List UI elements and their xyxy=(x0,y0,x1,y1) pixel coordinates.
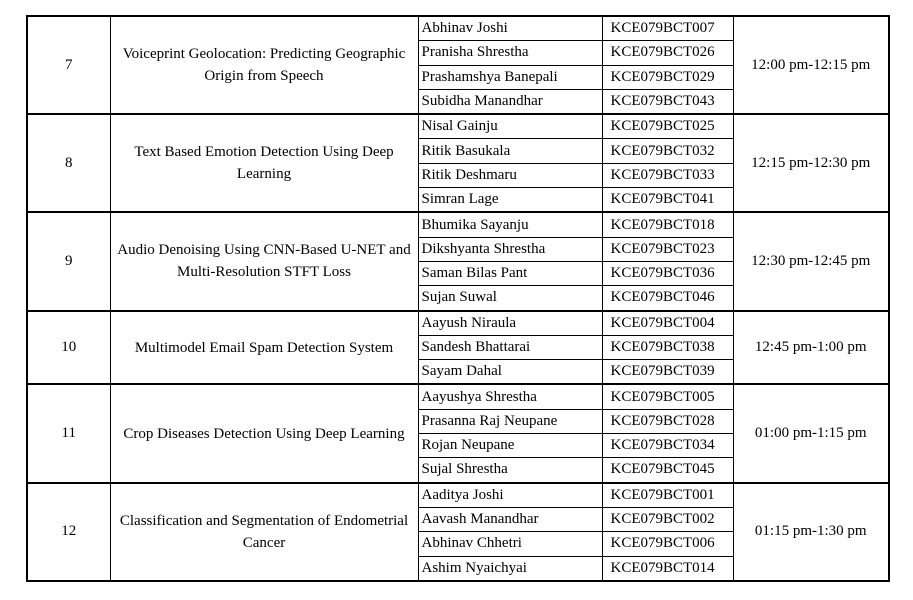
member-roll-number: KCE079BCT033 xyxy=(602,163,733,187)
member-name: Aayushya Shrestha xyxy=(418,384,602,409)
member-roll-number: KCE079BCT043 xyxy=(602,89,733,114)
member-name: Prasanna Raj Neupane xyxy=(418,409,602,433)
time-slot: 12:30 pm-12:45 pm xyxy=(733,212,889,310)
member-name: Rojan Neupane xyxy=(418,434,602,458)
member-name: Sandesh Bhattarai xyxy=(418,335,602,359)
member-roll-number: KCE079BCT002 xyxy=(602,507,733,531)
member-roll-number: KCE079BCT004 xyxy=(602,311,733,336)
table-row xyxy=(27,16,889,41)
member-name: Ritik Deshmaru xyxy=(418,163,602,187)
group-number: 12 xyxy=(27,483,110,581)
member-name: Sayam Dahal xyxy=(418,360,602,385)
member-roll-number: KCE079BCT025 xyxy=(602,114,733,139)
member-roll-number: KCE079BCT028 xyxy=(602,409,733,433)
time-slot: 12:00 pm-12:15 pm xyxy=(733,16,889,114)
member-roll-number: KCE079BCT034 xyxy=(602,434,733,458)
group-number: 10 xyxy=(27,311,110,385)
project-title: Text Based Emotion Detection Using Deep Learning xyxy=(110,114,418,212)
member-roll-number: KCE079BCT001 xyxy=(602,483,733,508)
table-row xyxy=(27,114,889,139)
project-title: Classification and Segmentation of Endometrial Cancer xyxy=(110,483,418,581)
schedule-body xyxy=(27,16,889,581)
member-name: Sujal Shrestha xyxy=(418,458,602,483)
time-slot: 01:15 pm-1:30 pm xyxy=(733,483,889,581)
member-name: Abhinav Joshi xyxy=(418,16,602,41)
member-name: Subidha Manandhar xyxy=(418,89,602,114)
member-name: Pranisha Shrestha xyxy=(418,41,602,65)
member-name: Aaditya Joshi xyxy=(418,483,602,508)
member-roll-number: KCE079BCT045 xyxy=(602,458,733,483)
member-roll-number: KCE079BCT006 xyxy=(602,532,733,556)
member-roll-number: KCE079BCT014 xyxy=(602,556,733,581)
table-row xyxy=(27,212,889,237)
member-name: Simran Lage xyxy=(418,188,602,213)
table-row xyxy=(27,483,889,508)
member-roll-number: KCE079BCT032 xyxy=(602,139,733,163)
member-roll-number: KCE079BCT018 xyxy=(602,212,733,237)
project-title: Multimodel Email Spam Detection System xyxy=(110,311,418,385)
member-name: Abhinav Chhetri xyxy=(418,532,602,556)
member-roll-number: KCE079BCT005 xyxy=(602,384,733,409)
member-name: Aayush Niraula xyxy=(418,311,602,336)
member-roll-number: KCE079BCT038 xyxy=(602,335,733,359)
project-title: Audio Denoising Using CNN-Based U-NET and Multi-Resolution STFT Loss xyxy=(110,212,418,310)
member-name: Sujan Suwal xyxy=(418,286,602,311)
time-slot: 01:00 pm-1:15 pm xyxy=(733,384,889,482)
member-name: Bhumika Sayanju xyxy=(418,212,602,237)
time-slot: 12:15 pm-12:30 pm xyxy=(733,114,889,212)
group-number: 8 xyxy=(27,114,110,212)
member-roll-number: KCE079BCT007 xyxy=(602,16,733,41)
project-title: Voiceprint Geolocation: Predicting Geographic Origin from Speech xyxy=(110,16,418,114)
table-row xyxy=(27,311,889,336)
project-title: Crop Diseases Detection Using Deep Learning xyxy=(110,384,418,482)
table-row xyxy=(27,384,889,409)
member-name: Saman Bilas Pant xyxy=(418,261,602,285)
member-roll-number: KCE079BCT036 xyxy=(602,261,733,285)
time-slot: 12:45 pm-1:00 pm xyxy=(733,311,889,385)
member-roll-number: KCE079BCT046 xyxy=(602,286,733,311)
member-name: Ashim Nyaichyai xyxy=(418,556,602,581)
member-roll-number: KCE079BCT023 xyxy=(602,237,733,261)
member-roll-number: KCE079BCT039 xyxy=(602,360,733,385)
presentation-schedule-table xyxy=(26,15,890,582)
member-name: Aavash Manandhar xyxy=(418,507,602,531)
group-number: 11 xyxy=(27,384,110,482)
member-name: Dikshyanta Shrestha xyxy=(418,237,602,261)
member-name: Ritik Basukala xyxy=(418,139,602,163)
group-number: 7 xyxy=(27,16,110,114)
member-roll-number: KCE079BCT029 xyxy=(602,65,733,89)
member-roll-number: KCE079BCT026 xyxy=(602,41,733,65)
group-number: 9 xyxy=(27,212,110,310)
member-name: Prashamshya Banepali xyxy=(418,65,602,89)
member-name: Nisal Gainju xyxy=(418,114,602,139)
member-roll-number: KCE079BCT041 xyxy=(602,188,733,213)
